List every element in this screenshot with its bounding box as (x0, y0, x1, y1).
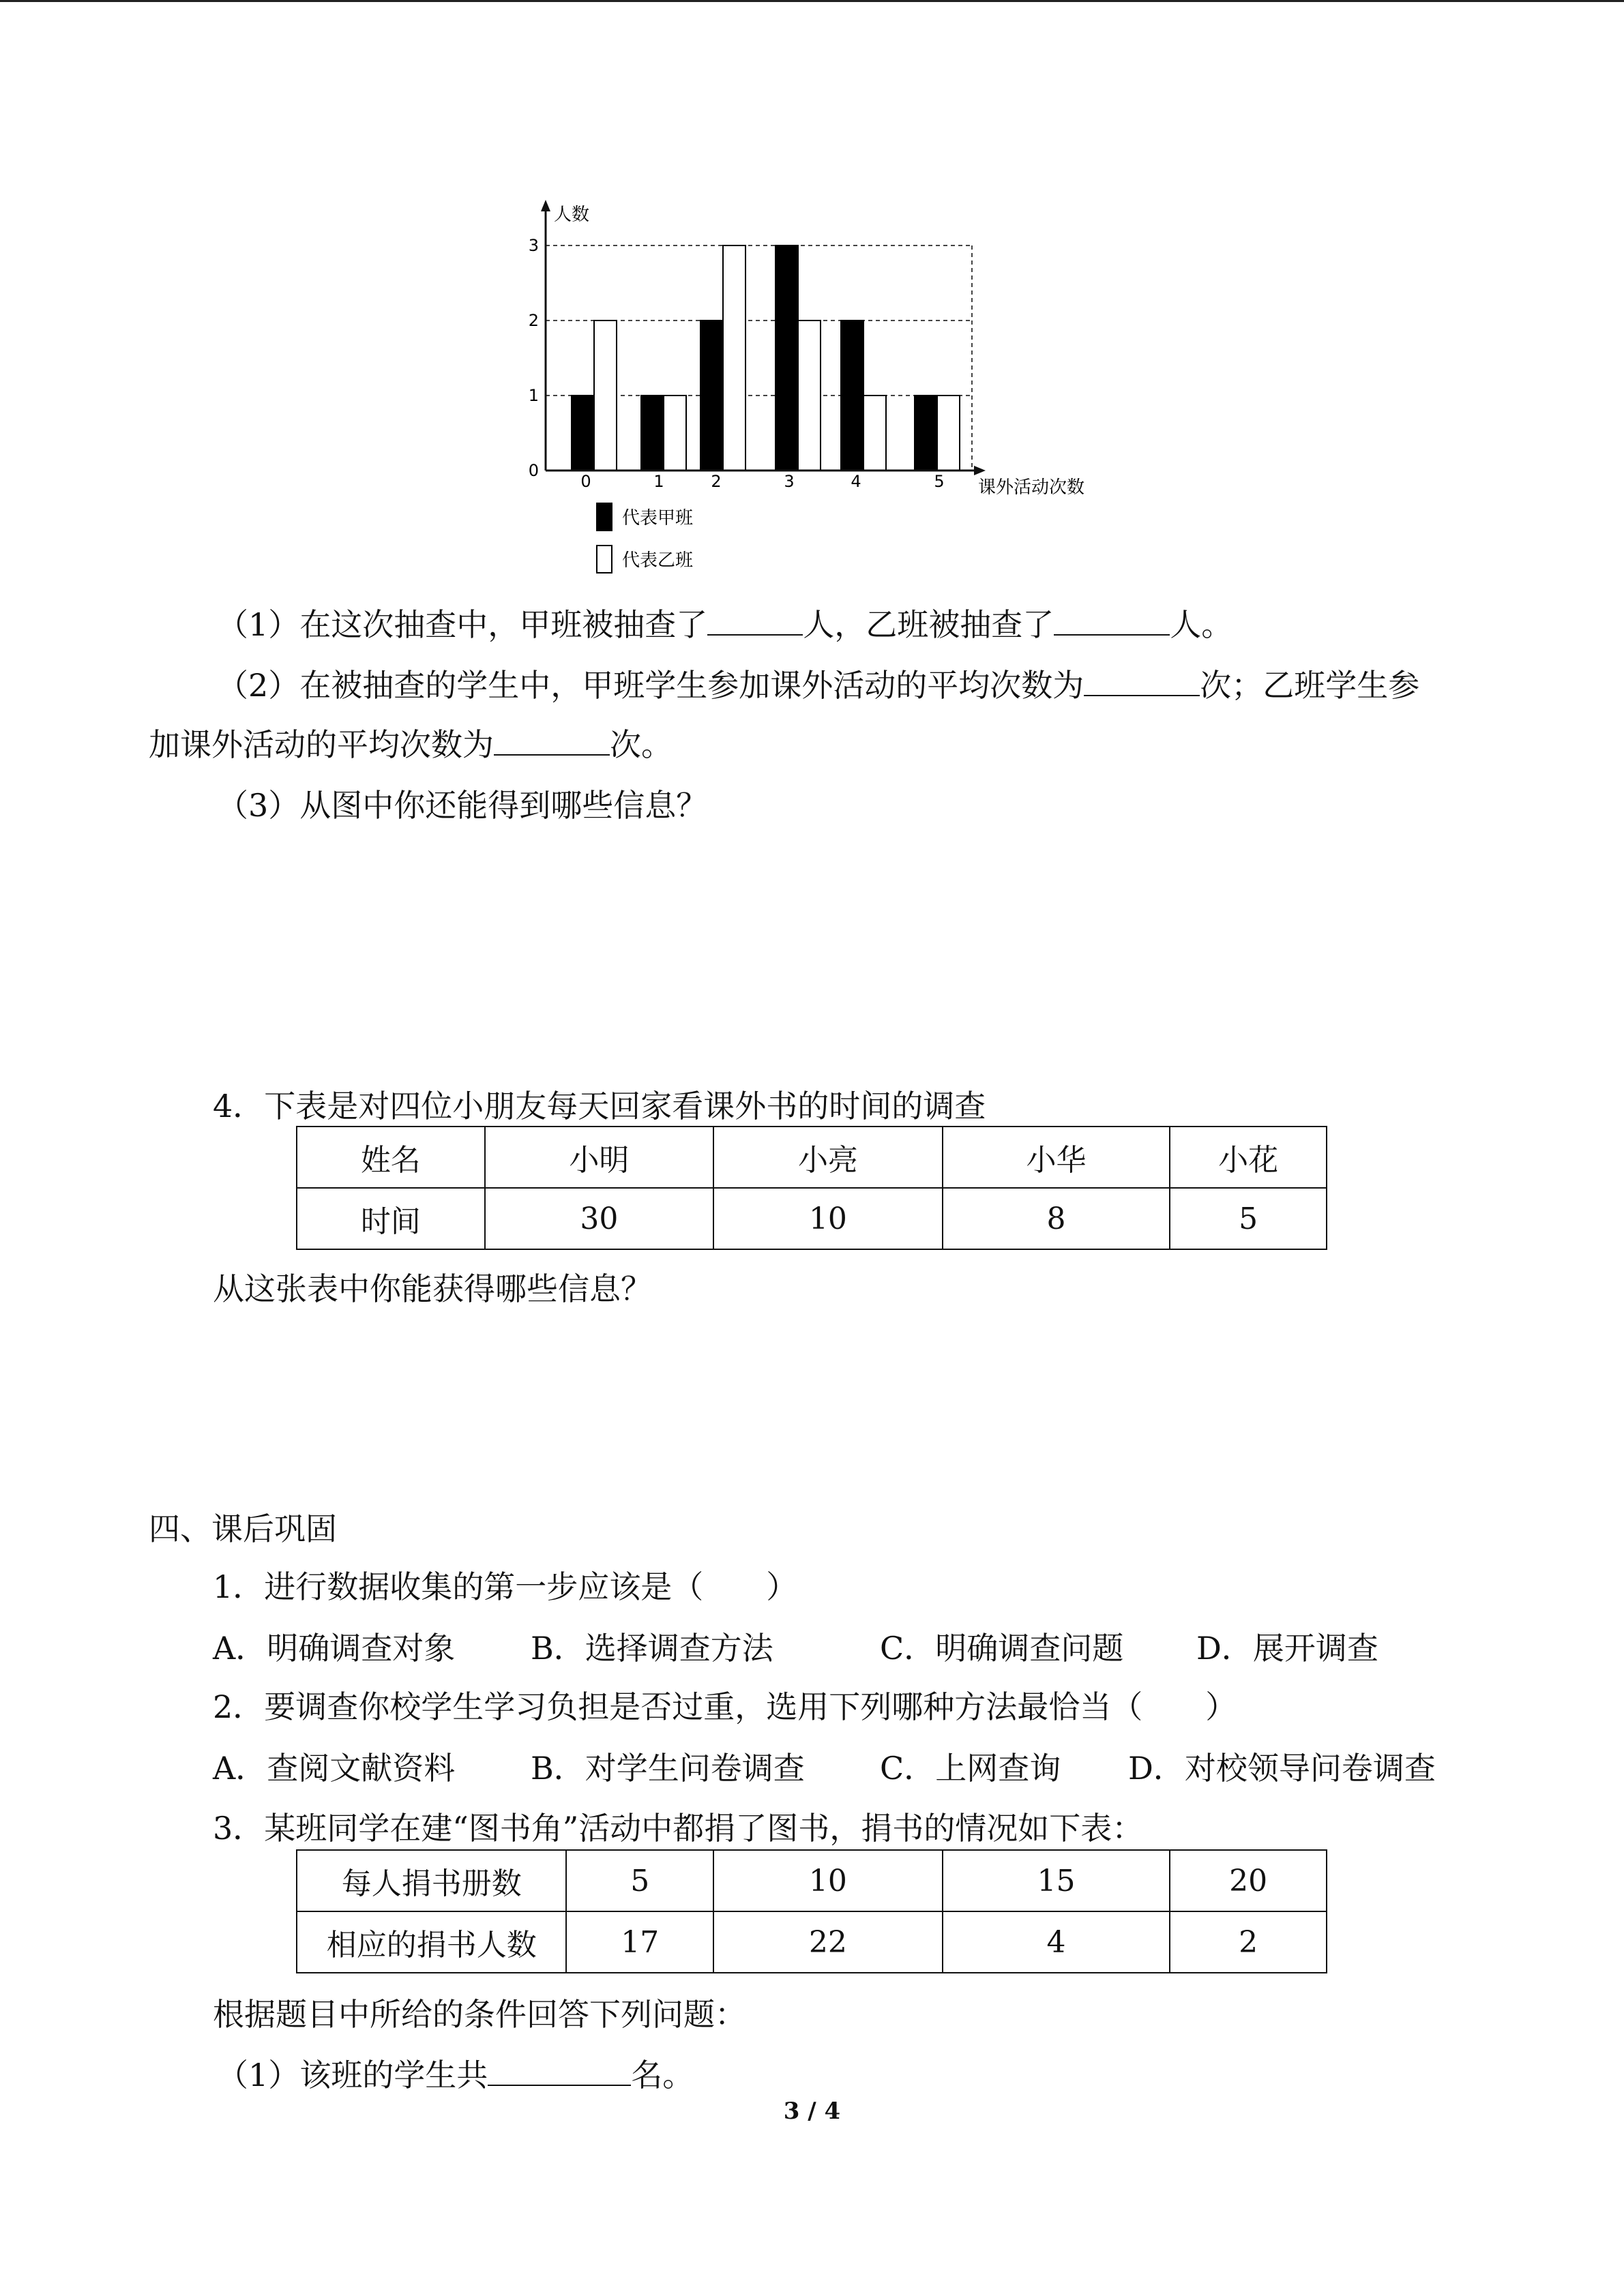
table-cell: 时间 (297, 1188, 485, 1249)
s4-q1-stem: 1．进行数据收集的第一步应该是（ ） (213, 1568, 798, 1605)
bar-jia-4 (841, 320, 863, 471)
table-cell: 每人捐书册数 (297, 1850, 566, 1911)
x-tick-label: 4 (851, 472, 861, 491)
x-tick-label: 2 (711, 472, 722, 491)
table-row (297, 1911, 1327, 1973)
q3-1-text-c: 人。 (1170, 606, 1233, 643)
table-cell: 小亮 (713, 1127, 943, 1188)
q3-2-text-c: 加课外活动的平均次数为 (149, 726, 494, 763)
table-cell: 2 (1170, 1911, 1327, 1973)
table-row (297, 1188, 1327, 1249)
table-cell: 17 (566, 1911, 713, 1973)
q3-2-blank-jia[interactable] (1084, 665, 1200, 696)
book-donation-table (296, 1849, 1327, 1973)
y-tick-label: 0 (528, 461, 539, 480)
bar-jia-1 (641, 396, 664, 471)
bar-yi-2 (723, 245, 745, 471)
x-tick-label: 0 (580, 472, 591, 491)
table-cell: 10 (713, 1850, 943, 1911)
s4-q3-sub1-text-b: 名。 (631, 2057, 694, 2093)
legend-swatch-yi (597, 546, 612, 573)
table-cell: 5 (1170, 1188, 1327, 1249)
table-row (297, 1850, 1327, 1911)
q3-2-text-b: 次；乙班学生参 (1200, 667, 1420, 704)
bar-jia-3 (776, 245, 798, 471)
y-axis-label: 人数 (554, 205, 590, 225)
bar-jia-2 (700, 320, 723, 471)
table-cell: 22 (713, 1911, 943, 1973)
y-tick-label: 3 (528, 236, 539, 255)
s4-q3-sub1-line (217, 2055, 694, 2096)
q3-1-blank-yi[interactable] (1054, 604, 1170, 636)
s4-q3-sub1-blank[interactable] (488, 2055, 631, 2086)
q3-1-text-a: （1）在这次抽查中，甲班被抽查了 (217, 606, 708, 643)
table-cell: 小花 (1170, 1127, 1327, 1188)
bar-yi-1 (664, 396, 686, 471)
q3-2-blank-yi[interactable] (494, 724, 610, 756)
q3-2-text-a: （2）在被抽查的学生中，甲班学生参加课外活动的平均次数为 (217, 667, 1084, 704)
table-cell: 15 (943, 1850, 1170, 1911)
s4-q1-option-d: D．展开调查 (1196, 1630, 1378, 1667)
x-tick-label: 1 (653, 472, 664, 491)
y-tick-label: 1 (528, 386, 539, 405)
table-cell: 10 (713, 1188, 943, 1249)
q3-1-text-b: 人，乙班被抽查了 (803, 606, 1054, 643)
s4-q2-option-d: D．对校领导问卷调查 (1128, 1750, 1436, 1787)
bar-jia-5 (915, 396, 937, 471)
q3-2-line-1 (217, 665, 1419, 706)
x-tick-label: 5 (934, 472, 945, 491)
s4-q3-stem: 3．某班同学在建“图书角”活动中都捐了图书，捐书的情况如下表： (213, 1810, 1144, 1847)
table-row (297, 1127, 1327, 1188)
s4-q3-instruction: 根据题目中所给的条件回答下列问题： (213, 1996, 746, 2033)
legend-label-jia: 代表甲班 (622, 508, 694, 528)
q3-2-line-2 (149, 724, 673, 765)
reading-time-table (296, 1126, 1327, 1250)
table-cell: 姓名 (297, 1127, 485, 1188)
legend-label-yi: 代表乙班 (622, 550, 694, 571)
chart-bars (572, 245, 960, 471)
table-cell: 30 (485, 1188, 714, 1249)
bar-yi-0 (594, 320, 617, 471)
table-cell: 小明 (485, 1127, 714, 1188)
x-tick-label: 3 (784, 472, 795, 491)
table-cell: 5 (566, 1850, 713, 1911)
table-cell: 相应的捐书人数 (297, 1911, 566, 1973)
s4-q2-stem: 2．要调查你校学生学习负担是否过重，选用下列哪种方法最恰当（ ） (213, 1688, 1237, 1725)
x-axis-label: 课外活动次数 (978, 477, 1085, 498)
table-cell: 8 (943, 1188, 1170, 1249)
activity-bar-chart (505, 198, 1119, 580)
q3-3-line: （3）从图中你还能得到哪些信息？ (217, 787, 708, 824)
bar-yi-3 (798, 320, 821, 471)
section4-heading: 四、课后巩固 (149, 1510, 337, 1547)
bar-yi-5 (937, 396, 960, 471)
s4-q1-option-c: C．明确调查问题 (880, 1630, 1124, 1667)
bar-yi-4 (863, 396, 886, 471)
q4-question: 从这张表中你能获得哪些信息？ (213, 1270, 652, 1307)
table-cell: 小华 (943, 1127, 1170, 1188)
bar-jia-0 (572, 396, 594, 471)
s4-q2-option-a: A．查阅文献资料 (213, 1750, 456, 1787)
chart-legend (597, 503, 693, 573)
q3-1-blank-jia[interactable] (707, 604, 803, 636)
legend-swatch-jia (597, 503, 612, 531)
top-border (0, 0, 1624, 2)
page-number: 3 / 4 (783, 2098, 841, 2125)
q3-1-line (217, 604, 1232, 645)
q3-2-text-d: 次。 (610, 726, 673, 763)
q4-title: 4．下表是对四位小朋友每天回家看课外书的时间的调查 (213, 1088, 986, 1124)
s4-q2-option-b: B．对学生问卷调查 (531, 1750, 805, 1787)
table-cell: 20 (1170, 1850, 1327, 1911)
s4-q1-option-b: B．选择调查方法 (531, 1630, 773, 1667)
y-tick-label: 2 (528, 311, 539, 330)
s4-q3-sub1-text-a: （1）该班的学生共 (217, 2057, 488, 2093)
table-cell: 4 (943, 1911, 1170, 1973)
s4-q1-option-a: A．明确调查对象 (213, 1630, 456, 1667)
s4-q2-option-c: C．上网查询 (880, 1750, 1061, 1787)
